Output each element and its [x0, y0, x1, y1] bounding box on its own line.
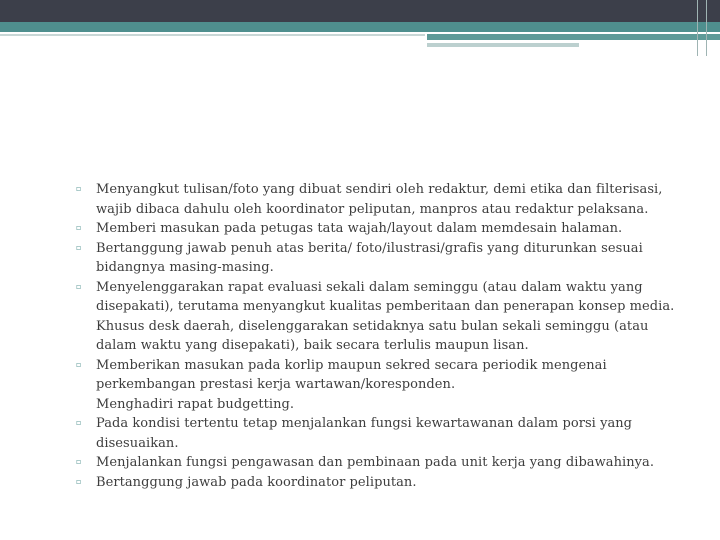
bullet-square-icon: ▫ — [76, 359, 82, 369]
bullet-item — [72, 219, 682, 239]
bullet-item — [72, 414, 682, 453]
bullet-text-line: dalam waktu yang disepakati), baik secara terlulis maupun lisan. — [96, 338, 529, 353]
bullet-text-line: Menyelenggarakan rapat evaluasi sekali dalam seminggu (atau dalam waktu yang — [96, 279, 643, 295]
bullet-list — [72, 180, 682, 492]
bullet-square-icon: ▫ — [76, 242, 82, 252]
bullet-text-line: Menghadiri rapat budgetting. — [96, 396, 295, 412]
bullet-text-line: disepakati), terutama menyangkut kualitas pemberitaan dan penerapan konsep media. — [96, 299, 675, 314]
slide-body — [72, 180, 682, 492]
bullet-item — [72, 180, 682, 219]
bullet-square-icon: ▫ — [76, 223, 82, 232]
bullet-item — [72, 239, 682, 278]
bullet-square-icon: ▫ — [76, 476, 82, 486]
bullet-text-line: Memberi masukan pada petugas tata wajah/layout dalam memdesain halaman. — [96, 221, 623, 236]
bullet-square-icon: ▫ — [76, 418, 82, 427]
header-vertical-rule-b — [706, 0, 707, 56]
bullet-text-line: Pada kondisi tertentu tetap menjalankan fungsi kewartawanan dalam porsi yang — [96, 416, 633, 431]
header-teal-accent-right — [427, 34, 720, 40]
bullet-text-line: Menjalankan fungsi pengawasan dan pembinaan pada unit kerja yang dibawahinya. — [96, 455, 655, 470]
bullet-square-icon: ▫ — [76, 281, 82, 291]
header-thin-rule-mid — [427, 43, 579, 47]
bullet-text-line: Menyangkut tulisan/foto yang dibuat sendiri oleh redaktur, demi etika dan filterisasi, — [96, 182, 663, 197]
bullet-item — [72, 278, 682, 356]
header-dark-bar — [0, 0, 720, 22]
bullet-item — [72, 356, 682, 415]
bullet-text-line: perkembangan prestasi kerja wartawan/koresponden. — [96, 377, 456, 392]
header-teal-bar — [0, 22, 720, 32]
bullet-square-icon: ▫ — [76, 457, 82, 466]
bullet-text-line: disesuaikan. — [96, 435, 179, 451]
bullet-text-line: wajib dibaca dahulu oleh koordinator peliputan, manpros atau redaktur pelaksana. — [96, 201, 649, 217]
header-thin-rule-left — [0, 34, 425, 36]
bullet-text-line: Memberikan masukan pada korlip maupun sekred secara periodik mengenai — [96, 357, 607, 373]
bullet-text-line: Bertanggung jawab pada koordinator peliputan. — [96, 474, 417, 490]
bullet-text-line: bidangnya masing-masing. — [96, 260, 274, 275]
bullet-text-line: Khusus desk daerah, diselenggarakan setidaknya satu bulan sekali seminggu (atau — [96, 318, 649, 334]
bullet-square-icon: ▫ — [76, 184, 82, 193]
bullet-item — [72, 473, 682, 493]
bullet-text-line: Bertanggung jawab penuh atas berita/ foto/ilustrasi/grafis yang diturunkan sesuai — [96, 240, 643, 256]
bullet-item — [72, 453, 682, 473]
header-vertical-rule-a — [697, 0, 698, 56]
